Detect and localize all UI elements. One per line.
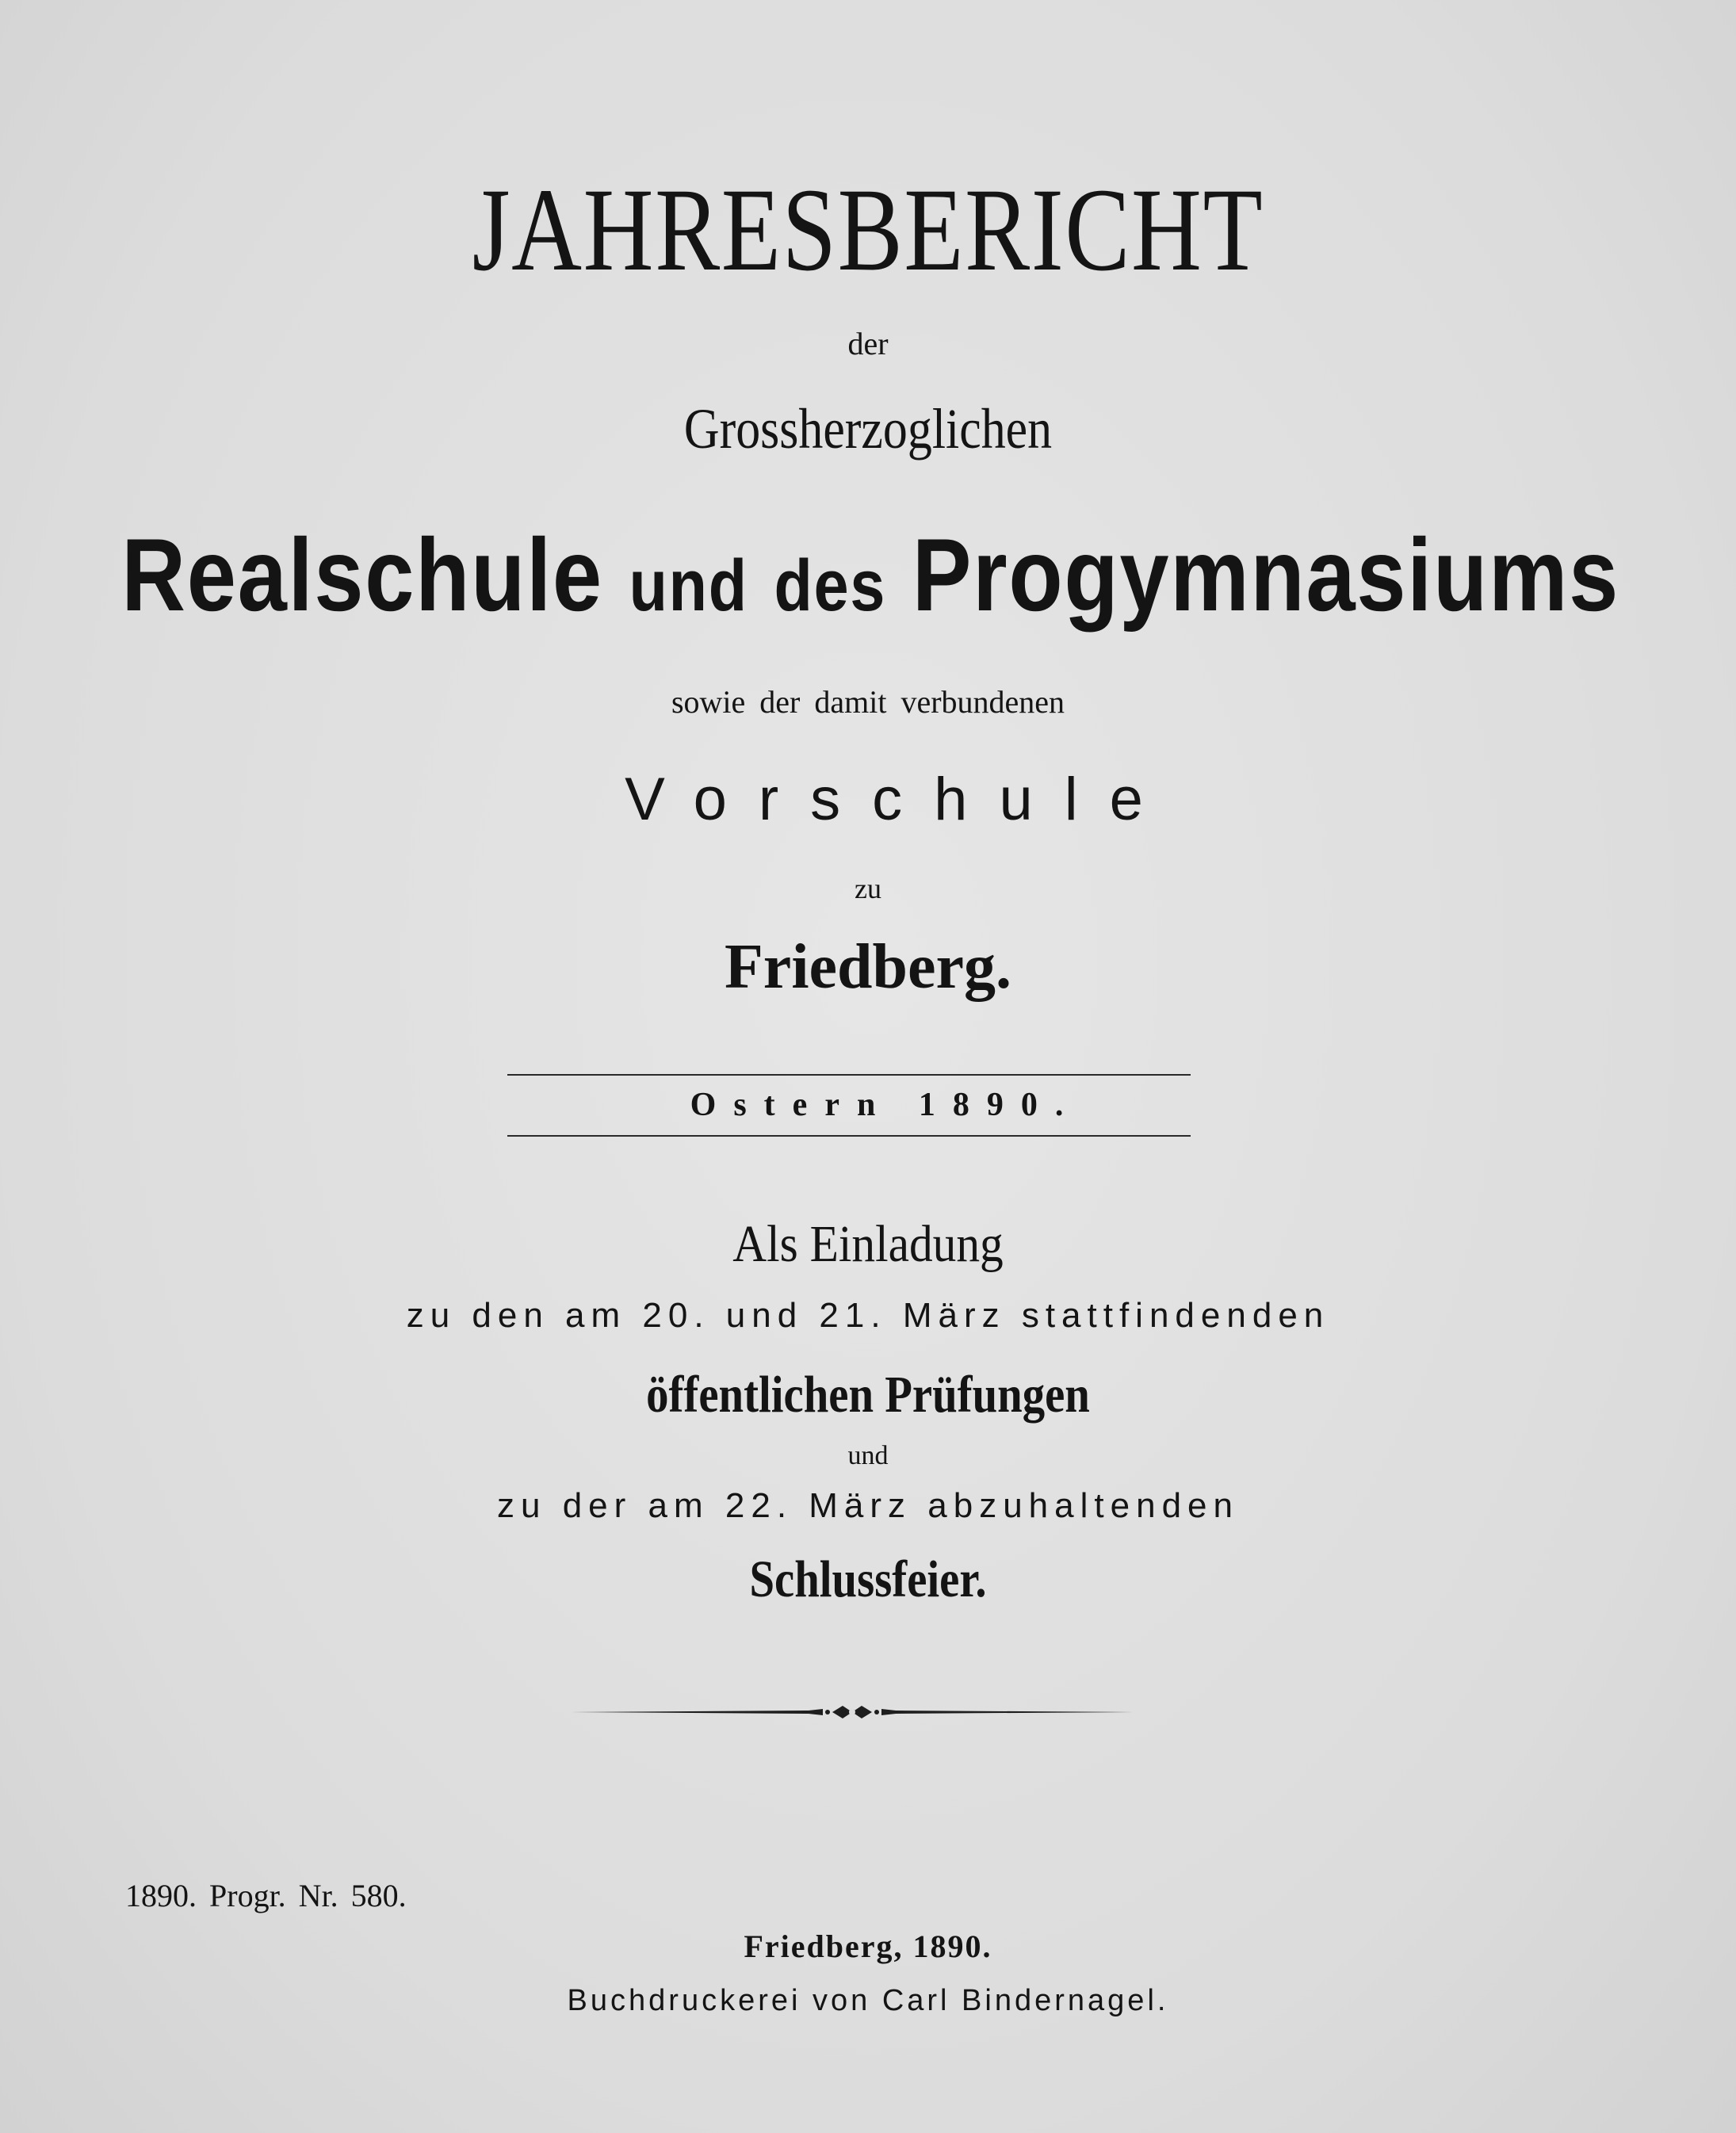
ornamental-divider — [571, 1696, 1134, 1728]
institution-progymnasiums: Progymnasiums — [912, 517, 1620, 633]
vorschule-line: Vorschule — [625, 766, 1175, 833]
season-line: Ostern 1890. — [690, 1087, 1081, 1123]
institution-realschule: Realschule — [121, 517, 603, 633]
report-title: JAHRESBERICHT — [472, 164, 1264, 296]
institution-name — [121, 515, 1620, 634]
sowie-line: sowie der damit verbundenen — [671, 684, 1065, 720]
rule-top — [507, 1074, 1191, 1076]
rule-bottom — [507, 1135, 1191, 1137]
conjunction-und: und — [847, 1441, 889, 1470]
final-date-line: zu der am 22. März abzuhaltenden — [497, 1486, 1239, 1525]
printer-name: Buchdruckerei von Carl Bindernagel. — [567, 1984, 1169, 2017]
grossherzoglichen-line: Grossherzoglichen — [683, 397, 1053, 461]
invitation-heading: Als Einladung — [732, 1215, 1004, 1273]
institution-und: und — [629, 545, 748, 626]
institution-des: des — [774, 545, 887, 626]
dates-line: zu den am 20. und 21. März stattfindenden — [406, 1296, 1330, 1335]
program-number: 1890. Progr. Nr. 580. — [125, 1878, 407, 1913]
imprint-place: Friedberg, 1890. — [744, 1928, 992, 1964]
city-name: Friedberg. — [724, 932, 1012, 1002]
article-der: der — [847, 326, 889, 361]
ceremony-line: Schlussfeier. — [749, 1550, 987, 1608]
preposition-zu: zu — [855, 873, 881, 904]
exams-line: öffentlichen Prüfungen — [646, 1366, 1090, 1424]
